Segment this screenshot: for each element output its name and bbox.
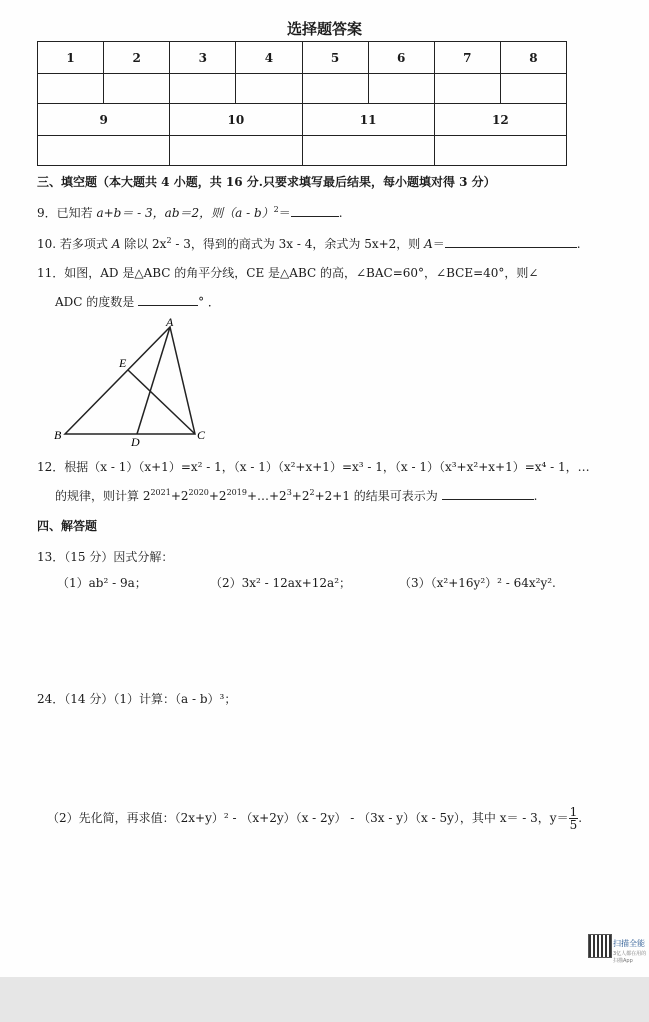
q10-end: . (576, 237, 581, 251)
fraction-numerator: 1 (569, 805, 578, 819)
triangle-abc (65, 327, 195, 434)
answer-cell[interactable] (38, 74, 104, 104)
q10-answer-blank[interactable] (445, 237, 577, 248)
answer-cell[interactable] (38, 136, 170, 166)
answer-header-11: 11 (302, 103, 434, 135)
question-11-line2 (55, 293, 220, 310)
question-11-line1: 11．如图，AD 是△ABC 的角平分线，CE 是△ABC 的高，∠BAC=60°，∠BCE=40°，则∠ (37, 266, 539, 280)
q10-sup: 2 (166, 236, 172, 245)
question-12-line1: 12．根据（x - 1）（x+1）=x² - 1，（x - 1）（x²+x+1）=x³ - 1，（x - 1）（x³+x²+x+1）=x⁴ - 1，… (37, 460, 590, 474)
q9-eq: ＝ (278, 206, 291, 220)
section4-heading: 四、解答题 (37, 519, 98, 533)
answer-table (37, 41, 567, 166)
q11-line2-prefix: ADC 的度数是 (55, 295, 139, 309)
question-24-title: 24．（14 分）（1）计算：（a - b）³； (37, 692, 237, 706)
answer-header-12: 12 (434, 103, 566, 135)
q12-text: +2 (170, 489, 189, 503)
q12-text: +…+2 (246, 489, 287, 503)
q12-answer-blank[interactable] (442, 489, 534, 500)
answer-cell[interactable] (236, 74, 302, 104)
q10-var-a: A (111, 237, 121, 251)
q9-answer-blank[interactable] (291, 206, 339, 217)
answer-cell[interactable] (302, 136, 434, 166)
question-13-part2: （2）3x² - 12ax+12a²； (210, 576, 352, 590)
section3-heading: 三、填空题（本大题共 4 小题，共 16 分.只要求填写最后结果，每小题填对得 3 分） (37, 175, 496, 189)
q9-body: a+b＝ - 3，ab＝2，则（a - b） (96, 206, 274, 220)
q9-end: . (338, 206, 343, 220)
answer-cell[interactable] (104, 74, 170, 104)
label-d: D (131, 435, 140, 449)
q12-end: . (533, 489, 538, 503)
answer-header-9: 9 (38, 103, 170, 135)
answer-header-10: 10 (170, 103, 302, 135)
question-13-part1: （1）ab² - 9a； (57, 576, 147, 590)
q10-mid: 除以 2x (120, 237, 167, 251)
q10-prefix: 10. 若多项式 (37, 237, 112, 251)
q12-text: +2+1 的结果可表示为 (314, 489, 442, 503)
q12-exp: 2021 (150, 488, 171, 497)
answer-header-3: 3 (170, 42, 236, 74)
label-c: C (197, 428, 206, 442)
answer-header-1: 1 (38, 42, 104, 74)
label-b: B (54, 428, 62, 442)
q10-eq: ＝ (432, 237, 445, 251)
bottom-strip (0, 977, 649, 1022)
question-13-part3: （3）（x²+16y²）² - 64x²y². (399, 576, 556, 590)
question-12-line2 (55, 487, 537, 504)
q10-var-a2: A (424, 237, 433, 251)
q12-text: +2 (208, 489, 227, 503)
answer-cell[interactable] (170, 136, 302, 166)
answer-header-5: 5 (302, 42, 368, 74)
answer-header-7: 7 (434, 42, 500, 74)
question-10 (37, 235, 581, 252)
answer-header-6: 6 (368, 42, 434, 74)
fraction-one-fifth (569, 806, 579, 831)
answer-header-4: 4 (236, 42, 302, 74)
q11-line2-suffix: ° ． (198, 295, 220, 309)
q11-answer-blank[interactable] (138, 295, 198, 306)
answer-cell[interactable] (434, 74, 500, 104)
triangle-figure (50, 312, 220, 452)
q12-exp: 2019 (226, 488, 247, 497)
q12-text: 的规律，则计算 2 (55, 489, 151, 503)
scanner-logo: 扫描全能 (613, 939, 645, 948)
qr-code-icon (588, 934, 612, 958)
answer-cell[interactable] (500, 74, 566, 104)
answer-cell[interactable] (170, 74, 236, 104)
q24-part2-end: . (578, 811, 583, 825)
q12-exp: 2 (309, 488, 315, 497)
question-9 (37, 204, 343, 221)
answer-cell[interactable] (368, 74, 434, 104)
label-e: E (119, 356, 127, 370)
altitude-ce (128, 370, 195, 434)
q12-exp: 3 (286, 488, 292, 497)
q10-rest: - 3，得到的商式为 3x - 4，余式为 5x+2，则 (171, 237, 425, 251)
q24-part2-text: （2）先化简，再求值：（2x+y）² - （x+2y）（x - 2y） - （3x - y）（x - 5y），其中 x＝ - 3，y＝ (47, 811, 569, 825)
answer-header-8: 8 (500, 42, 566, 74)
answer-cell[interactable] (434, 136, 566, 166)
q12-text: +2 (291, 489, 310, 503)
question-24-part2 (47, 806, 582, 831)
question-13-title: 13．（15 分）因式分解： (37, 550, 174, 564)
q9-sup: 2 (273, 205, 279, 214)
q9-prefix: 9．已知若 (37, 206, 97, 220)
answer-header-2: 2 (104, 42, 170, 74)
fraction-denominator: 5 (569, 818, 578, 832)
answer-cell[interactable] (302, 74, 368, 104)
q12-exp: 2020 (188, 488, 209, 497)
label-a: A (166, 315, 174, 329)
scanner-tagline: 3亿人都在用的扫描App (613, 951, 647, 964)
page-title: 选择题答案 (286, 20, 362, 38)
